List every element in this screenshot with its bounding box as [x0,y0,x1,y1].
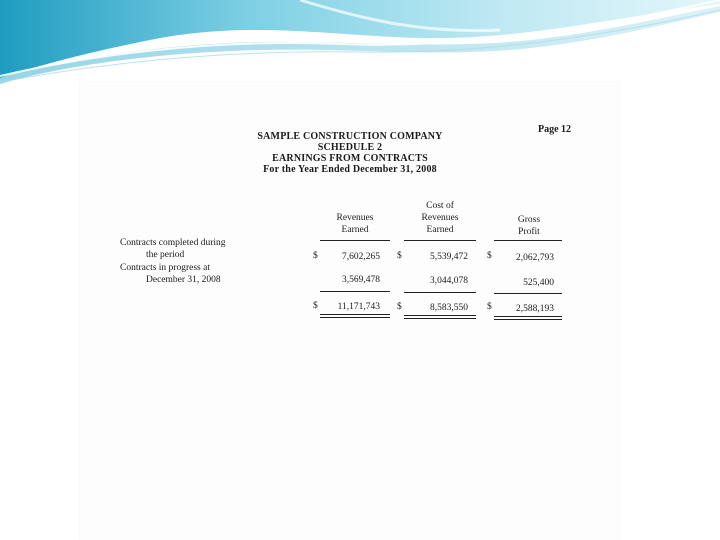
currency-symbol: $ [313,251,318,261]
profit-header-line2: Profit [518,227,540,237]
currency-symbol: $ [313,301,318,311]
in-progress-cost: 3,044,078 [430,276,468,286]
completed-cost: 5,539,472 [430,252,468,262]
row-label-in-progress-line2: December 31, 2008 [146,275,221,285]
cost-header-rule [404,240,476,241]
profit-header-line1: Gross [517,215,541,225]
schedule-number: SCHEDULE 2 [317,142,383,153]
currency-symbol: $ [397,251,402,261]
cost-subtotal-rule [404,292,476,293]
currency-symbol: $ [487,251,492,261]
cost-header-line1: Cost of [426,201,454,211]
column-header-cost [400,200,480,236]
completed-revenues: 7,602,265 [342,252,380,262]
profit-subtotal-rule [494,293,562,294]
row-label-completed-line1: Contracts completed during [120,238,226,248]
revenues-header-line1: Revenues [336,213,374,223]
in-progress-profit: 525,400 [523,278,554,288]
revenues-header-rule [320,240,390,241]
page-number: Page 12 [538,124,572,135]
in-progress-revenues: 3,569,478 [342,275,380,285]
completed-profit: 2,062,793 [516,253,554,263]
company-name: SAMPLE CONSTRUCTION COMPANY [257,131,443,142]
row-label-completed-line2: the period [146,250,185,260]
currency-symbol: $ [397,302,402,312]
column-header-profit [492,214,566,238]
currency-symbol: $ [487,302,492,312]
total-profit: 2,588,193 [516,304,554,314]
total-cost: 8,583,550 [430,303,468,313]
cost-header-line3: Earned [426,225,454,235]
header-swoosh-graphic [0,0,720,90]
profit-total-double-rule [494,316,562,320]
row-label-in-progress-line1: Contracts in progress at [120,263,210,273]
schedule-title [240,131,460,175]
schedule-subject: EARNINGS FROM CONTRACTS [272,153,428,164]
period-line: For the Year Ended December 31, 2008 [263,164,437,175]
profit-header-rule [494,240,562,241]
cost-total-double-rule [404,315,476,319]
column-header-revenues [315,212,395,236]
cost-header-line2: Revenues [421,213,459,223]
revenues-total-double-rule [320,314,390,318]
total-revenues: 11,171,743 [337,302,380,312]
revenues-subtotal-rule [320,291,390,292]
revenues-header-line2: Earned [341,225,369,235]
